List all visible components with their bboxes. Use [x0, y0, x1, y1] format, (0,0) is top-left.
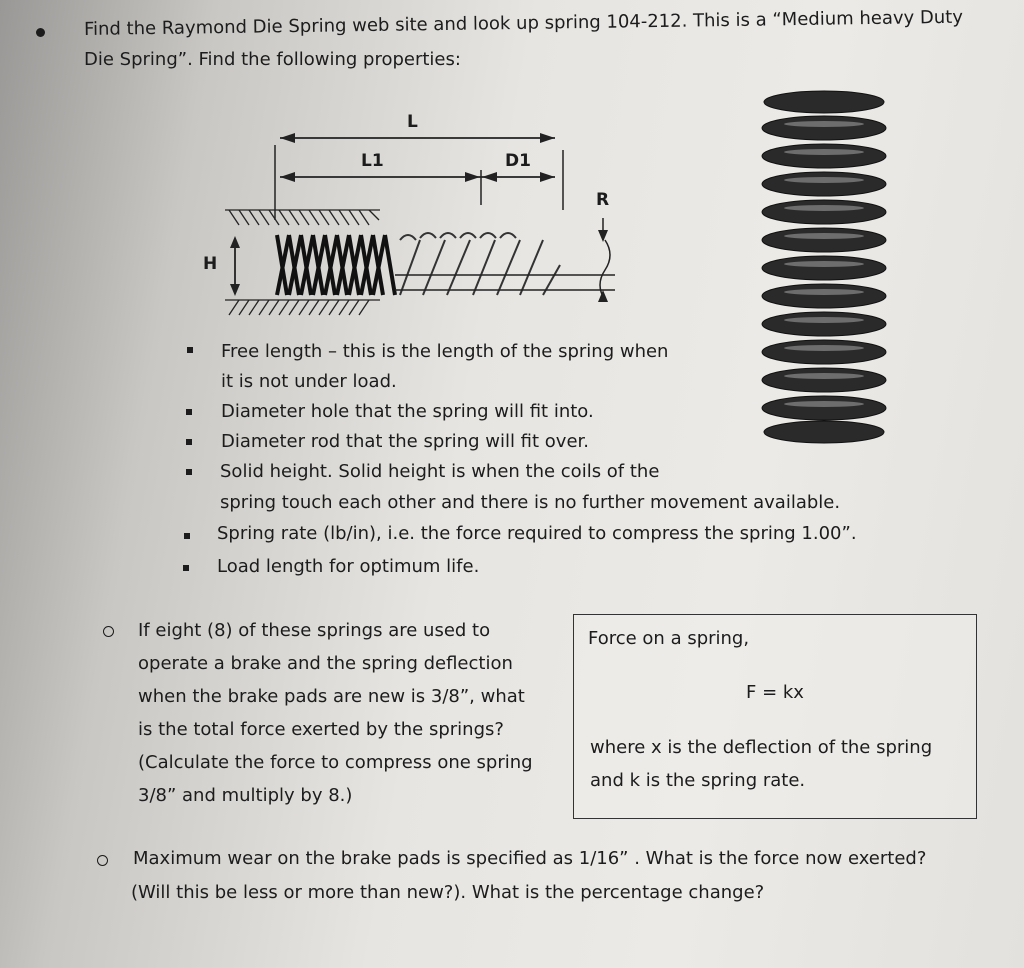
property-bullet [187, 347, 193, 353]
label-L: L [407, 112, 418, 132]
property-bullet [186, 469, 192, 475]
coil-spring-drawing [756, 88, 892, 444]
property-bullet [183, 565, 189, 571]
question1-text [138, 614, 533, 812]
coil-spring-image [756, 88, 892, 444]
question2-bullet [97, 855, 108, 866]
property-solid-height-1: Solid height. Solid height is when the coils of the [220, 461, 660, 482]
spring-dimension-diagram [195, 110, 635, 340]
question1-line-3: when the brake pads are new is 3/8”, what [138, 686, 525, 707]
question1-bullet [103, 626, 114, 637]
formula-description-2: and k is the spring rate. [590, 770, 806, 791]
property-bullet [186, 439, 192, 445]
property-free-length-1: Free length – this is the length of the spring when [221, 341, 669, 362]
diagram-drawing [195, 110, 635, 340]
question1-line-6: 3/8” and multiply by 8.) [138, 785, 353, 806]
question1-line-5: (Calculate the force to compress one spring [138, 752, 533, 773]
label-R: R [596, 190, 610, 210]
question1-line-2: operate a brake and the spring deflection [138, 653, 513, 674]
question2-line-2: (Will this be less or more than new?). What is the percentage change? [131, 882, 765, 903]
property-bullet [186, 409, 192, 415]
question1-line-1: If eight (8) of these springs are used to [138, 620, 491, 641]
formula-description-1: where x is the deflection of the spring [590, 737, 933, 758]
question2-line-1: Maximum wear on the brake pads is specified as 1/16” . What is the force now exerted? [133, 848, 927, 869]
question1-line-4: is the total force exerted by the springs? [138, 719, 504, 740]
formula-heading: Force on a spring, [588, 628, 750, 649]
property-rod-diameter: Diameter rod that the spring will fit over. [221, 431, 589, 452]
formula-box [573, 614, 977, 819]
intro-line-1: Find the Raymond Die Spring web site and look up spring 104-212. This is a “Medium heavy Duty [83, 6, 964, 40]
property-spring-rate: Spring rate (lb/in), i.e. the force required to compress the spring 1.00”. [217, 523, 857, 544]
label-L1: L1 [361, 151, 384, 171]
property-bullet [184, 533, 190, 539]
label-H: H [203, 254, 218, 274]
property-hole-diameter: Diameter hole that the spring will fit into. [221, 401, 594, 422]
label-D1: D1 [505, 151, 531, 171]
intro-line-2: Die Spring”. Find the following properties: [84, 49, 461, 70]
property-solid-height-2: spring touch each other and there is no further movement available. [220, 492, 841, 513]
intro-bullet [36, 28, 45, 37]
property-load-length: Load length for optimum life. [217, 556, 480, 577]
formula-equation: F = kx [746, 682, 804, 703]
property-free-length-2: it is not under load. [221, 371, 397, 392]
